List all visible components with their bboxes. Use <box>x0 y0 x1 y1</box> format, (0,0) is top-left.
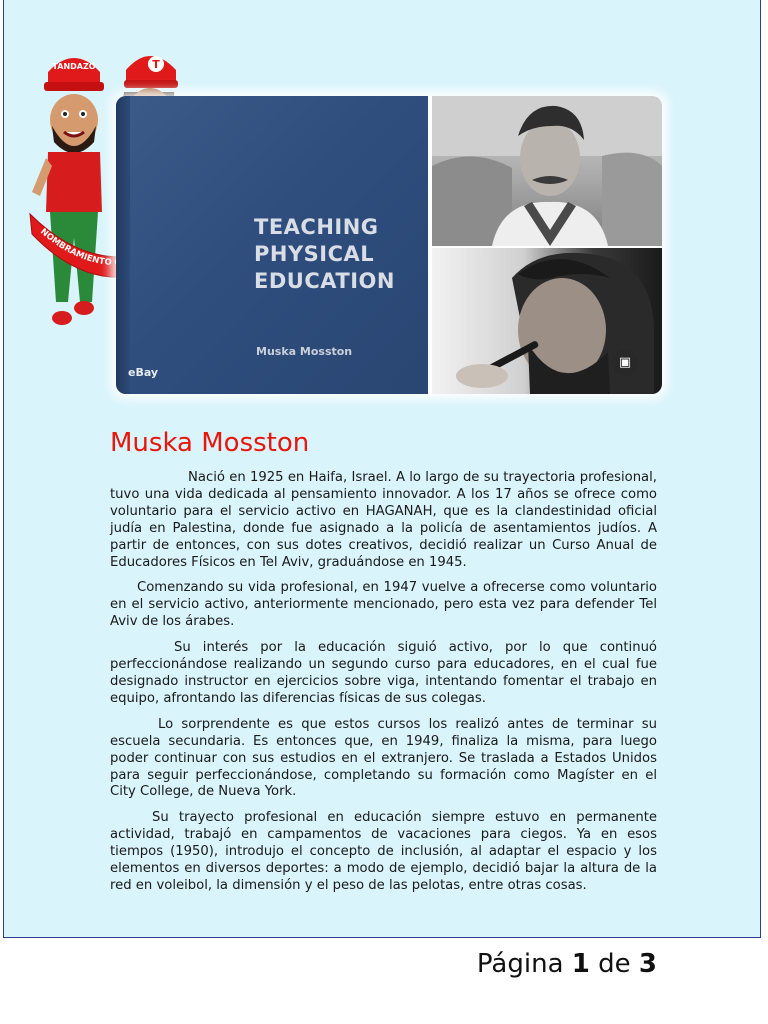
of-word: de <box>598 949 631 979</box>
book-title-line-2: PHYSICAL <box>254 242 375 266</box>
paragraph-1: Nació en 1925 en Haifa, Israel. A lo largo de su trayectoria profesional, tuvo una vida dedicada al pensamiento innovador. A los 17 años se ofrece como voluntario para el servicio activo en HAGANAH, que es la clandestinidad oficial judía en Palestina, donde fue asignado a la policía de asentamientos judíos. A partir de entonces, con sus dotes creativos, decidió realizar un Curso Anual de Educadores Físicos en Tel Aviv, graduándose en 1945. <box>110 470 657 570</box>
portrait-photo-young <box>432 96 662 246</box>
mascot-man <box>32 58 104 325</box>
book-title-line-3: EDUCATION <box>254 269 395 293</box>
cap-left-text: TANDAZO <box>52 62 96 71</box>
portrait-young-drawing <box>432 96 662 246</box>
book-title-line-1: TEACHING <box>254 215 379 239</box>
paragraph-3: Su interés por la educación siguió activo, por lo que continuó perfeccionándose realizando un segundo curso para educadores, en el cual fue designado instructor en ejercicios sobre viga, intentando fomentar el trabajo en equipo, afrontando las diferencias físicas de sus colegas. <box>110 640 657 706</box>
page-number <box>477 946 657 982</box>
image-gallery-icon[interactable]: ▣ <box>612 350 638 376</box>
current-page: 1 <box>571 949 590 979</box>
paragraph-5: Su trayecto profesional en educación siempre estuvo en permanente actividad, trabajó en campamentos de vacaciones para ciegos. Ya en esos tiempos (1950), introdujo el concepto de inclusión, al adaptar el espacio y los elementos en diversos deportes: a modo de ejemplo, decidió bajar la altura de la red en voleibol, la dimensión y el peso de las pelotas, entre otras cosas. <box>110 810 657 893</box>
article-heading: Muska Mosston <box>110 428 310 458</box>
photo-collage <box>116 96 662 394</box>
article-body <box>110 470 657 904</box>
book-title <box>254 214 424 295</box>
banner-text-path: NOMBRAMIENTO <box>38 226 113 268</box>
ebay-watermark: eBay <box>128 366 159 379</box>
book-spine <box>116 96 130 394</box>
paragraph-4: Lo sorprendente es que estos cursos los realizó antes de terminar su escuela secundaria. Es entonces que, en 1949, finaliza la misma, para luego poder continuar con sus estudios en el extranjero. Se traslada a Estados Unidos para seguir perfeccionándose, completando su formación como Magíster en el City College, de Nueva York. <box>110 716 657 800</box>
paragraph-2: Comenzando su vida profesional, en 1947 vuelve a ofrecerse como voluntario en el servicio activo, anteriormente mencionado, pero esta vez para defender Tel Aviv de los árabes. <box>110 580 657 630</box>
book-cover-image <box>116 96 428 394</box>
cap-right-text: T <box>152 58 160 71</box>
page-word: Página <box>476 949 564 979</box>
total-pages: 3 <box>638 949 657 979</box>
book-author: Muska Mosston <box>256 345 353 358</box>
